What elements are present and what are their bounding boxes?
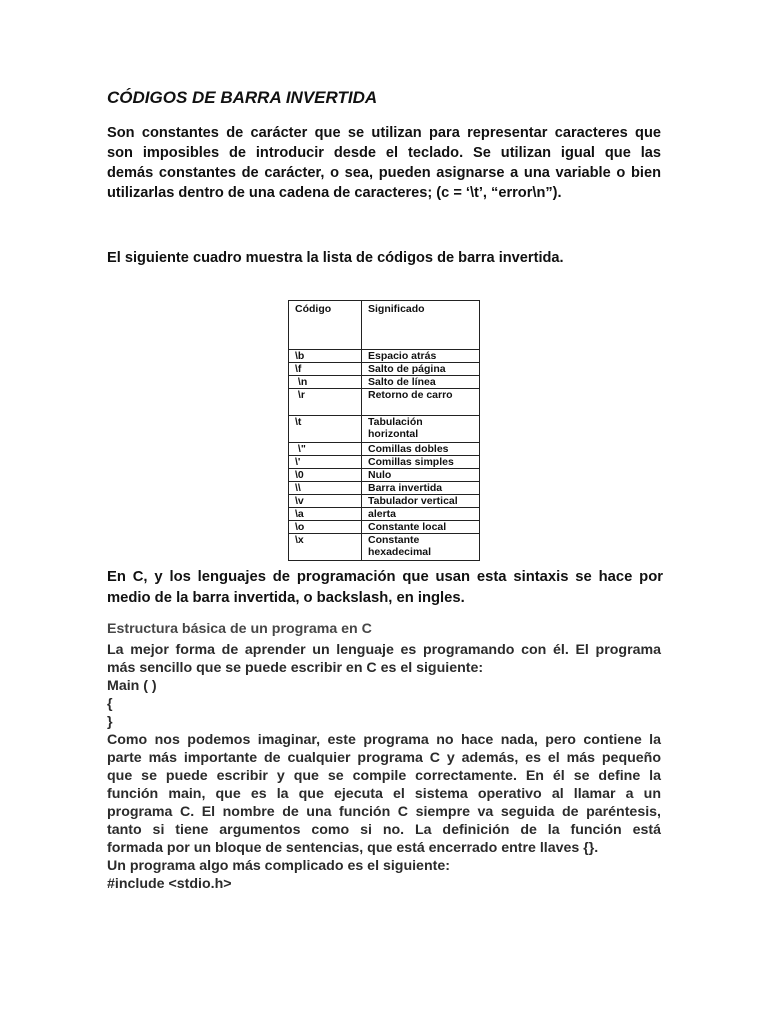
table-row [289, 469, 480, 482]
table-header-code: Código [289, 301, 362, 350]
code-cell: \' [289, 456, 362, 469]
after-table-line: medio de la barra invertida, o backslash, en ingles. [107, 590, 465, 606]
code-cell: \0 [289, 469, 362, 482]
table-header-meaning: Significado [362, 301, 480, 350]
code-cell: \o [289, 521, 362, 534]
body-line: que se puede escribir y que se compile correctamente. En él se define la [107, 768, 661, 784]
table-header-row [289, 301, 480, 350]
meaning-cell: Barra invertida [362, 482, 480, 495]
body-line: más sencillo que se puede escribir en C es el siguiente: [107, 660, 484, 676]
code-cell: \" [289, 443, 362, 456]
code-cell: \b [289, 350, 362, 363]
table-row [289, 456, 480, 469]
body-line: tanto si tiene argumentos como si no. La definición de la función está [107, 822, 661, 838]
body-line: programa C. El nombre de una función C siempre va seguida de paréntesis, [107, 804, 661, 820]
body-line: } [107, 714, 113, 730]
code-cell: \a [289, 508, 362, 521]
meaning-cell: Comillas simples [362, 456, 480, 469]
body-line: Un programa algo más complicado es el siguiente: [107, 858, 450, 874]
table-row [289, 350, 480, 363]
code-cell: \t [289, 416, 362, 443]
table-row [289, 521, 480, 534]
body-line: Como nos podemos imaginar, este programa no hace nada, pero contiene la [107, 732, 661, 748]
escape-codes-table [288, 300, 480, 561]
meaning-cell: Tabulador vertical [362, 495, 480, 508]
intro-paragraph [107, 123, 661, 203]
meaning-cell: Espacio atrás [362, 350, 480, 363]
table-row [289, 508, 480, 521]
section-heading-text: Estructura básica de un programa en C [107, 621, 372, 637]
table-row [289, 482, 480, 495]
meaning-cell: Constante hexadecimal [362, 534, 480, 561]
meaning-cell: Salto de línea [362, 376, 480, 389]
intro-line: Son constantes de carácter que se utilizan para representar caracteres que [107, 125, 661, 141]
intro-line: utilizarlas dentro de una cadena de caracteres; (c = ‘\t’, “error\n”). [107, 185, 562, 201]
body-line: La mejor forma de aprender un lenguaje es programando con él. El programa [107, 642, 661, 658]
body-line: parte más importante de cualquier programa C y además, es el más pequeño [107, 750, 661, 766]
meaning-cell: Comillas dobles [362, 443, 480, 456]
table-row [289, 443, 480, 456]
body-line: formada por un bloque de sentencias, que está encerrado entre llaves {}. [107, 840, 599, 856]
body-line: función main, que es la que ejecuta el sistema operativo al llamar a un [107, 786, 661, 802]
meaning-cell: Retorno de carro [362, 389, 480, 416]
table-row [289, 416, 480, 443]
code-cell: \\ [289, 482, 362, 495]
body-line: Main ( ) [107, 678, 157, 694]
body-line: #include <stdio.h> [107, 876, 232, 892]
table-row [289, 376, 480, 389]
after-table-paragraph [107, 567, 663, 609]
intro-line: son imposibles de introducir desde el teclado. Se utilizan igual que las [107, 145, 661, 161]
meaning-cell: Constante local [362, 521, 480, 534]
meaning-cell: Nulo [362, 469, 480, 482]
meaning-cell: Salto de página [362, 363, 480, 376]
section-heading [107, 620, 661, 638]
code-cell: \v [289, 495, 362, 508]
meaning-cell: alerta [362, 508, 480, 521]
after-table-line: En C, y los lenguajes de programación que usan esta sintaxis se hace por [107, 569, 663, 585]
code-cell: \n [289, 376, 362, 389]
intro-line: demás constantes de carácter, o sea, pueden asignarse a una variable o bien [107, 165, 661, 181]
program-structure-body [107, 641, 661, 893]
table-row [289, 389, 480, 416]
table-row [289, 534, 480, 561]
document-title: CÓDIGOS DE BARRA INVERTIDA [107, 88, 378, 107]
table-intro: El siguiente cuadro muestra la lista de códigos de barra invertida. [107, 250, 564, 266]
body-line: { [107, 696, 113, 712]
table-row [289, 363, 480, 376]
code-cell: \x [289, 534, 362, 561]
table-row [289, 495, 480, 508]
code-cell: \r [289, 389, 362, 416]
code-cell: \f [289, 363, 362, 376]
meaning-cell: Tabulación horizontal [362, 416, 480, 443]
